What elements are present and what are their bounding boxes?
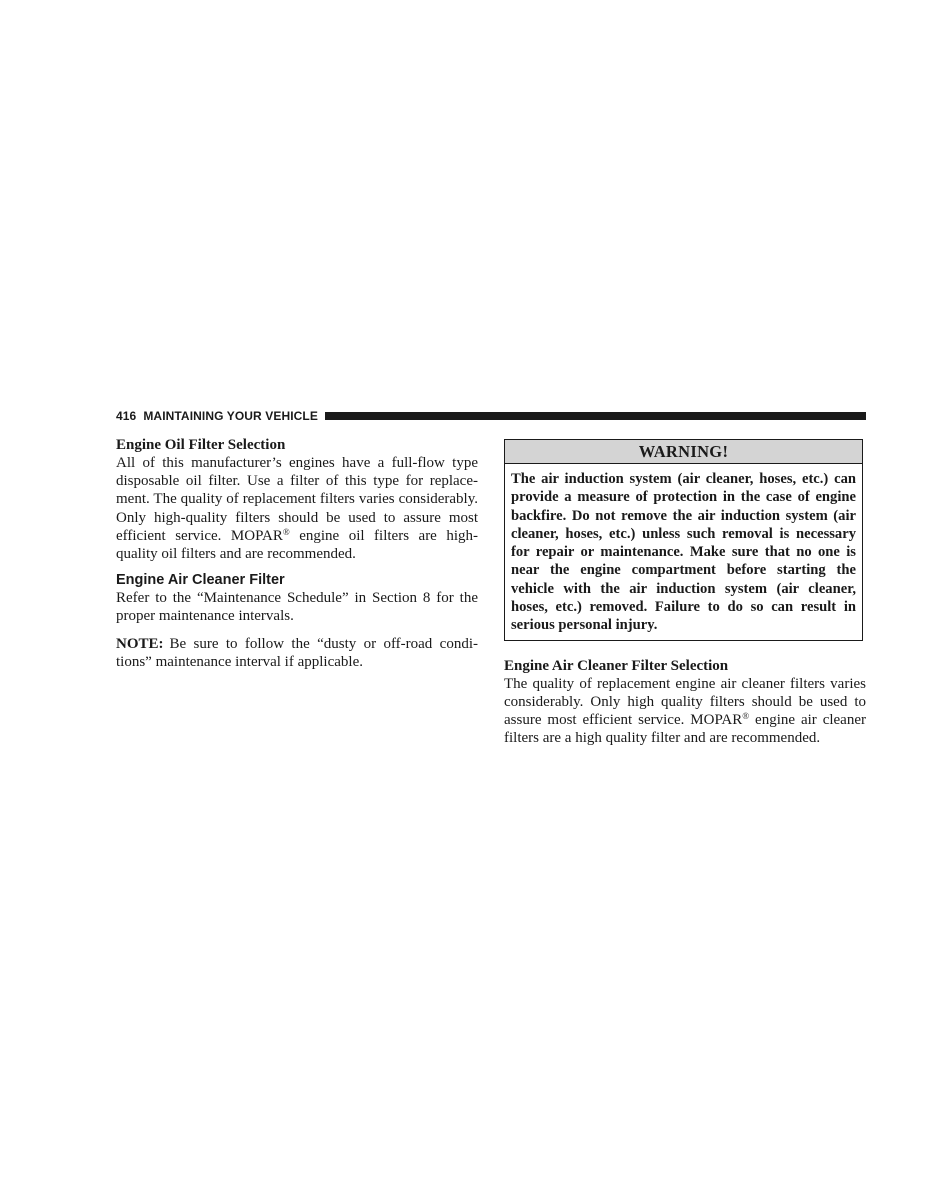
note-paragraph (116, 635, 478, 671)
registered-mark: ® (742, 711, 750, 722)
oil-filter-heading: Engine Oil Filter Selection (116, 437, 286, 453)
warning-title: WARNING! (505, 440, 862, 464)
air-cleaner-selection-paragraph (504, 675, 866, 748)
oil-filter-text-post: engine oil filters are high-quality oil filters and are recommended. (116, 527, 479, 563)
air-cleaner-selection-heading: Engine Air Cleaner Filter Selection (504, 657, 729, 674)
page-header (116, 409, 866, 423)
note-label: NOTE: (116, 635, 164, 652)
air-cleaner-selection-text-pre: The quality of replacement engine air cleaner filters varies considerably. Only high quality filters should be used to assure most efficient service. MOPAR (504, 675, 866, 729)
oil-filter-text-pre: All of this manufacturer’s engines have a full-flow type disposable oil filter. Use a filter of this type for replacement. The quality of replacement filters varies considerably. Only high-quality filters should be used to assure most efficient service. MOPAR (116, 455, 478, 544)
air-cleaner-paragraph: Refer to the “Maintenance Schedule” in Section 8 for the proper maintenance intervals. (116, 590, 478, 625)
note-text: Be sure to follow the “dusty or off-road conditions” maintenance interval if applicable. (116, 635, 478, 670)
right-column (504, 439, 866, 747)
left-column (116, 436, 478, 671)
air-cleaner-selection-text-post: engine air cleaner filters are a high quality filter and are recommended. (504, 712, 866, 747)
warning-text: The air induction system (air cleaner, hoses, etc.) can provide a measure of protection in the case of engine backfire. Do not remove the air induction system (air cleaner, hoses, etc.) unless such removal is necessary for repair or maintenance. Make sure that no one is near the engine compartment before starting the vehicle with the air induction system (air cleaner, hoses, etc.) removed. Failure to do so can result in serious personal injury. (511, 471, 856, 634)
oil-filter-paragraph (116, 454, 478, 563)
air-cleaner-heading: Engine Air Cleaner Filter (116, 572, 285, 589)
registered-mark: ® (282, 526, 290, 537)
page-number: 416 (116, 409, 137, 423)
header-rule (325, 412, 866, 420)
section-title: MAINTAINING YOUR VEHICLE (143, 409, 318, 423)
warning-box (504, 439, 863, 641)
